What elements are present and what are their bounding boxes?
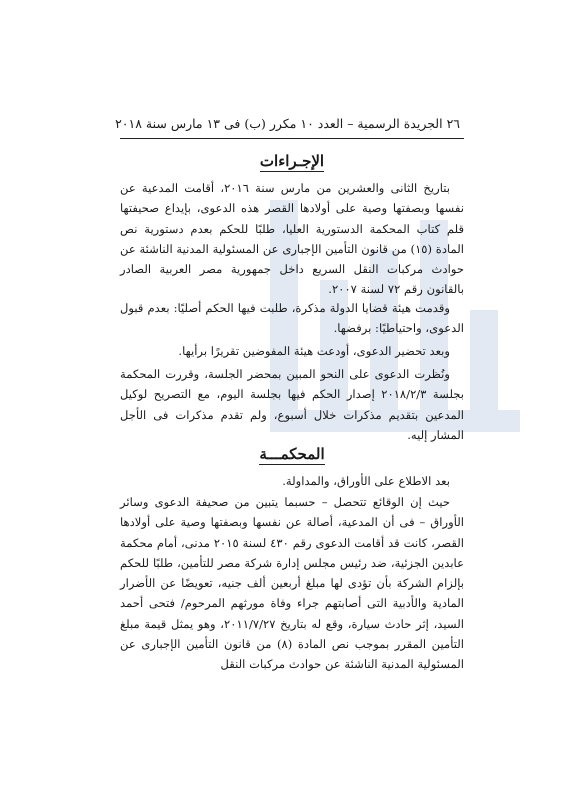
court-heading: [120, 445, 464, 463]
procedures-heading: [120, 152, 464, 170]
paragraph-state-memo: وقدمت هيئة قضايا الدولة مذكرة، طلبت فيها الحكم أصليًا: بعدم قبول الدعوى، واحتياطيًا: برفضها.: [120, 301, 464, 336]
paragraph-commissioners-report: وبعد تحضير الدعوى، أودعت هيئة المفوضين تقريرًا برأيها.: [178, 344, 450, 358]
paragraph-facts: حيث إن الوقائع تتحصل – حسبما يتبين من صحيفة الدعوى وسائر الأوراق – فى أن المدعية، أصالة عن نفسها وبصفتها وصية على أولادها القصر، كانت قد أقامت الدعوى رقم ٤٣٠ لسنة ٢٠١٥ مدنى، أمام محكمة عابدين الجزئية، ضد رئيس مجلس إدارة شركة مصر للتأمين، طلبًا للحكم بإلزام الشركة بأن تؤدى لها مبلغ أربعين ألف جنيه، تعويضًا عن الأضرار المادية والأدبية التى أصابتهم جراء وفاة مورثهم المرحوم/ فتحى أحمد السيد، إثر حادث سيارة، وقع له بتاريخ ٢٠١١/٧/٢٧، وهو يمثل قيمة مبلغ التأمين المقرر بموجب نص المادة (٨) من قانون التأمين الإجبارى عن المسئولية المدنية الناشئة عن حوادث مركبات النقل: [120, 495, 464, 672]
paragraph-hearing: ونُظرت الدعوى على النحو المبين بمحضر الجلسة، وقررت المحكمة بجلسة ٢٠١٨/٢/٣ إصدار الحكم فيها بجلسة اليوم، مع التصريح لوكيل المدعين بتقديم مذكرات خلال أسبوع، ولم تقدم مذكرات فى الأجل المشار إليه.: [120, 367, 464, 442]
court-heading-text: المحكمـــة: [259, 445, 325, 463]
paragraph-case-filing: بتاريخ الثانى والعشرين من مارس سنة ٢٠١٦، أقامت المدعية عن نفسها وبصفتها وصية على أولادها القصر هذه الدعوى، بإيداع صحيفتها قلم كتاب المحكمة الدستورية العليا، طلبًا للحكم بعدم دستورية نص المادة (١٥) من قانون التأمين الإجبارى عن المسئولية المدنية الناشئة عن حوادث مركبات النقل السريع داخل جمهورية مصر العربية الصادر بالقانون رقم ٧٢ لسنة ٢٠٠٧.: [120, 181, 465, 297]
header-divider: [120, 138, 464, 139]
procedures-heading-text: الإجـراءات: [259, 152, 325, 170]
paragraph-deliberation: بعد الاطلاع على الأوراق، والمداولة.: [282, 474, 450, 488]
page-header: ٢٦ الجريدة الرسمية – العدد ١٠ مكرر (ب) فى ١٣ مارس سنة ٢٠١٨: [115, 116, 460, 131]
